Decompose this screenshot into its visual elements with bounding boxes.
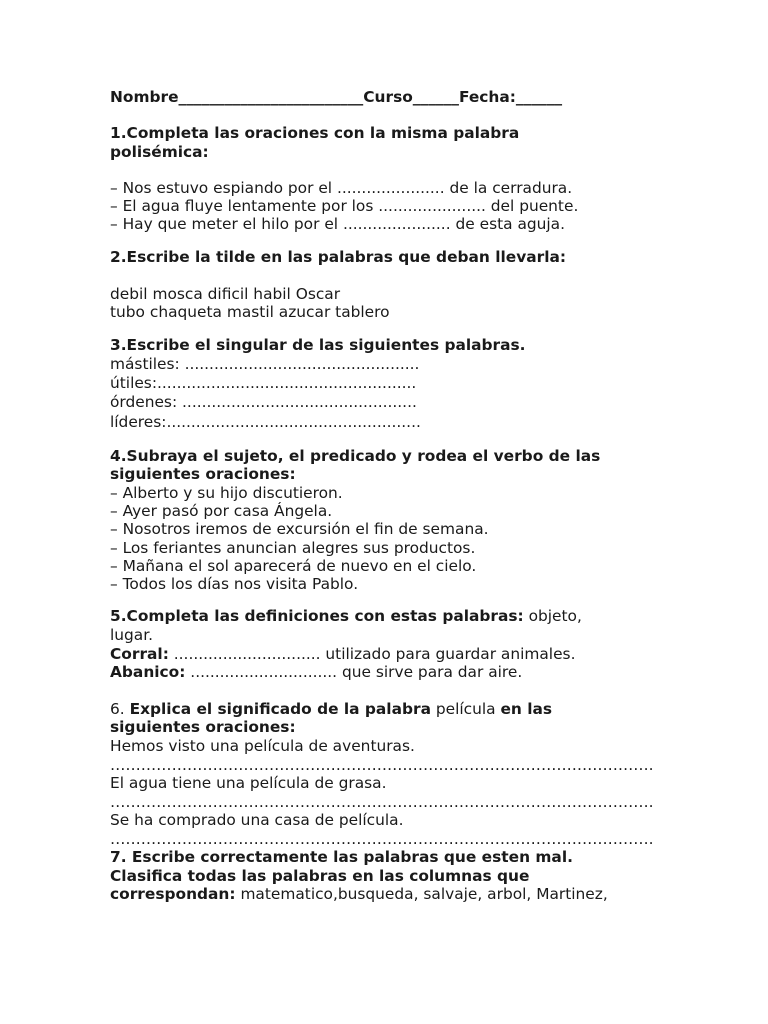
q2-title: 2.Escribe la tilde en las palabras que deban llevarla: (110, 248, 567, 266)
q1-item: – Nos estuvo espiando por el ...................... de la cerradura. (110, 179, 573, 197)
q4-item: – Mañana el sol aparecerá de nuevo en el cielo. (110, 557, 477, 575)
q1-title-line1: 1.Completa las oraciones con la misma palabra (110, 124, 520, 142)
q5-title-line2: lugar. (110, 626, 154, 644)
q6-sentence: Se ha comprado una casa de película. (110, 811, 404, 829)
q5-abanico: Abanico: .............................. que sirve para dar aire. (110, 663, 523, 681)
q1-item: – Hay que meter el hilo por el ...................... de esta aguja. (110, 215, 566, 233)
q3-item: mástiles: ................................................ (110, 355, 420, 373)
q6-title-line1: 6. Explica el significado de la palabra película en las (110, 700, 553, 718)
header-line (110, 88, 562, 106)
nombre-field: Nombre________________________ (110, 88, 364, 106)
q6-title-line2: siguientes oraciones: (110, 718, 296, 736)
q6-answer-line: ……………………………………………………………………………………………. (110, 830, 654, 848)
q3-item: órdenes: ................................................ (110, 393, 417, 411)
q4-title-line2: siguientes oraciones: (110, 465, 296, 483)
q2-words-line1: debil mosca dificil habil Oscar (110, 285, 341, 303)
q7-title-line3: correspondan: matematico,busqueda, salvaje, arbol, Martinez, (110, 885, 608, 903)
q5-title-line1: 5.Completa las definiciones con estas palabras: objeto, (110, 607, 582, 625)
q2-words-line2: tubo chaqueta mastil azucar tablero (110, 303, 390, 321)
curso-field: Curso______ (363, 88, 459, 106)
q7-title-line2: Clasifica todas las palabras en las columnas que (110, 867, 530, 885)
q3-item: líderes:.................................................... (110, 413, 421, 431)
q1-item: – El agua fluye lentamente por los ...................... del puente. (110, 197, 579, 215)
q3-title: 3.Escribe el singular de las siguientes palabras. (110, 336, 526, 354)
q4-item: – Alberto y su hijo discutieron. (110, 484, 343, 502)
q6-answer-line: ……………………………………………………………………………………………. (110, 793, 654, 811)
q1-title-line2: polisémica: (110, 143, 209, 161)
q4-item: – Nosotros iremos de excursión el fin de semana. (110, 520, 489, 538)
q4-title-line1: 4.Subraya el sujeto, el predicado y rodea el verbo de las (110, 447, 601, 465)
fecha-field: Fecha:______ (458, 88, 563, 106)
q7-title-line1: 7. Escribe correctamente las palabras que esten mal. (110, 848, 573, 866)
q4-item: – Ayer pasó por casa Ángela. (110, 502, 333, 520)
q3-item: útiles:..................................................... (110, 374, 417, 392)
q4-item: – Los feriantes anuncian alegres sus productos. (110, 539, 476, 557)
q4-item: – Todos los días nos visita Pablo. (110, 575, 359, 593)
q5-corral: Corral: .............................. utilizado para guardar animales. (110, 645, 576, 663)
q6-sentence: El agua tiene una película de grasa. (110, 774, 387, 792)
q6-sentence: Hemos visto una película de aventuras. (110, 737, 415, 755)
q6-answer-line: ……………………………………………………………………………………………. (110, 756, 654, 774)
